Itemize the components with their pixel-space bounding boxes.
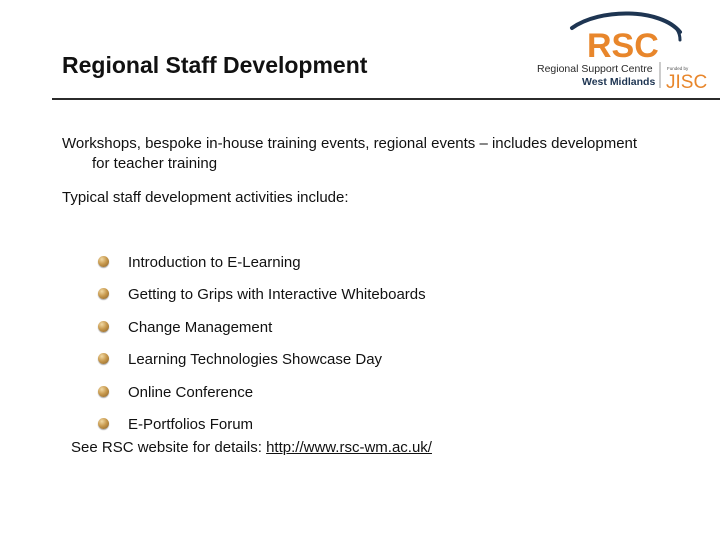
activity-label: Learning Technologies Showcase Day — [128, 351, 383, 369]
list-item — [98, 284, 426, 316]
activity-label: Getting to Grips with Interactive Whiteboards — [128, 286, 426, 304]
header-divider — [52, 98, 720, 100]
list-item — [98, 317, 426, 349]
list-item — [98, 349, 426, 381]
activities-lead-text: Typical staff development activities include: — [62, 189, 349, 206]
logo-partner-text: JISC — [666, 72, 708, 93]
logo-line1-text: Regional Support Centre — [537, 63, 653, 75]
activity-label: E-Portfolios Forum — [128, 415, 254, 433]
logo-brand-text: RSC — [587, 27, 659, 65]
gold-sphere-bullet-icon — [98, 256, 109, 267]
activity-label: Introduction to E-Learning — [128, 254, 301, 271]
logo-funded-by-text: Funded by — [667, 66, 689, 71]
logo-line2-text: West Midlands — [582, 76, 656, 88]
footer-note — [71, 437, 432, 459]
gold-sphere-bullet-icon — [98, 386, 109, 397]
list-item — [98, 252, 426, 284]
rsc-website-link[interactable]: http://www.rsc-wm.ac.uk/ — [266, 439, 432, 456]
activities-list — [98, 252, 426, 446]
slide-title: Regional Staff Development — [62, 52, 368, 78]
footer-prefix-text: See RSC website for details: — [71, 439, 267, 456]
activity-label: Online Conference — [128, 383, 254, 401]
gold-sphere-bullet-icon — [98, 321, 109, 332]
intro-paragraph: Workshops, bespoke in-house training events, regional events – includes development for teacher training — [62, 135, 638, 172]
gold-sphere-bullet-icon — [98, 418, 109, 429]
activity-label: Change Management — [128, 318, 273, 336]
gold-sphere-bullet-icon — [98, 353, 109, 364]
gold-sphere-bullet-icon — [98, 288, 109, 299]
list-item — [98, 382, 426, 414]
rsc-jisc-logo — [530, 10, 720, 98]
